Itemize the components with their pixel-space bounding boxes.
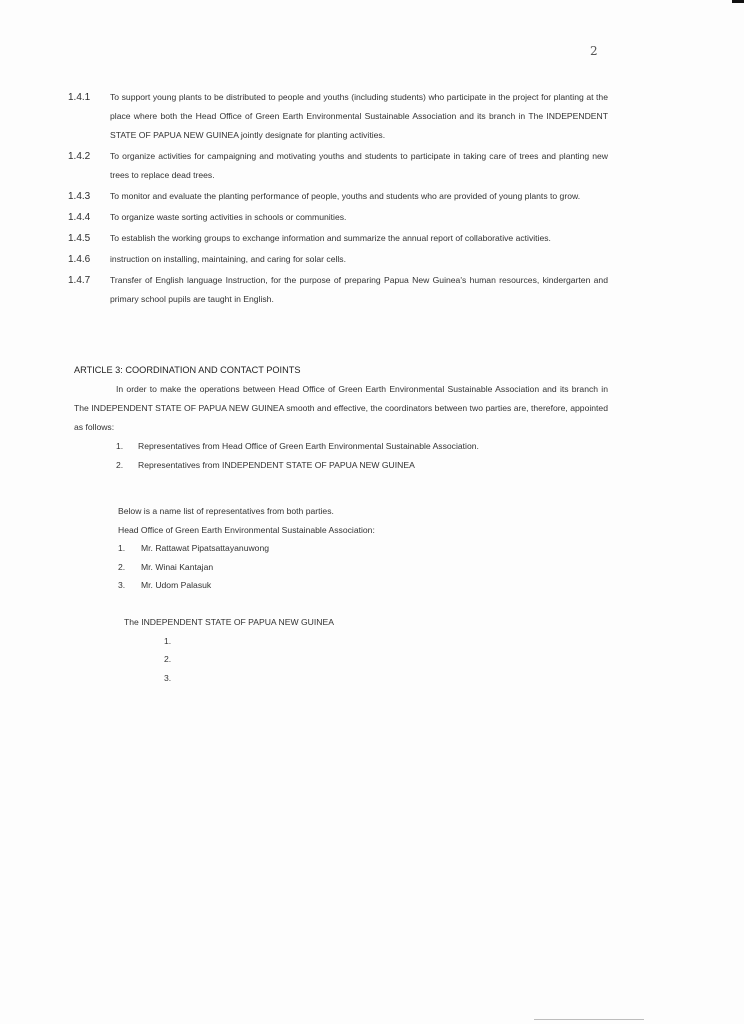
clause-1-4-1 xyxy=(68,88,608,145)
clause-number: 1.4.2 xyxy=(68,151,91,162)
list-item xyxy=(118,558,598,577)
scan-edge-line xyxy=(534,1019,644,1020)
clause-number: 1.4.3 xyxy=(68,191,91,202)
clause-1-4-5 xyxy=(68,229,608,248)
clause-text: To organize activities for campaigning and motivating youths and students to participate in taking care of trees and planting new trees to replace dead trees. xyxy=(110,151,608,180)
item-number: 3. xyxy=(164,672,172,683)
item-number: 1. xyxy=(118,543,126,553)
item-number: 2. xyxy=(116,460,124,470)
representatives-section xyxy=(118,502,598,595)
list-item xyxy=(118,576,598,595)
member-name: Mr. Winai Kantajan xyxy=(141,561,214,572)
item-number: 2. xyxy=(118,561,126,572)
list-item xyxy=(118,539,598,558)
item-number: 1. xyxy=(164,635,172,646)
clause-text: Transfer of English language Instruction, for the purpose of preparing Papua New Guinea's human resources, kindergarten and primary school pupils are taught in English. xyxy=(110,275,608,304)
coordinator-list xyxy=(74,437,608,475)
member-name: Mr. Rattawat Pipatsattayanuwong xyxy=(141,543,270,553)
list-item xyxy=(164,669,604,688)
article-3-section xyxy=(74,361,608,475)
clause-1-4-6 xyxy=(68,250,608,269)
clause-number: 1.4.4 xyxy=(68,212,91,223)
clause-1-4-4 xyxy=(68,208,608,227)
clause-1-4-7 xyxy=(68,271,608,309)
png-member-list xyxy=(124,632,604,688)
item-text: Representatives from Head Office of Green Earth Environmental Sustainable Association. xyxy=(138,441,479,451)
list-item xyxy=(116,456,608,475)
item-number: 2. xyxy=(164,654,172,664)
item-number: 3. xyxy=(118,580,126,590)
clause-text: To establish the working groups to exchange information and summarize the annual report of collaborative activities. xyxy=(110,233,551,243)
clause-1-4-2 xyxy=(68,147,608,185)
list-item xyxy=(164,650,604,669)
clause-text: To support young plants to be distributed to people and youths (including students) who participate in the project for planting at the place where both the Head Office of Green Earth Environmental Sustainable Association and its branch in The INDEPENDENT STATE OF PAPUA NEW GUINEA jointly designate for planting activities. xyxy=(110,92,608,140)
clause-list xyxy=(68,88,608,311)
list-item xyxy=(116,437,608,456)
article-heading: ARTICLE 3: COORDINATION AND CONTACT POINTS xyxy=(74,365,301,375)
clause-number: 1.4.5 xyxy=(68,233,91,244)
clause-text: instruction on installing, maintaining, and caring for solar cells. xyxy=(110,254,346,264)
clause-text: To monitor and evaluate the planting performance of people, youths and students who are provided of young plants to grow. xyxy=(110,191,581,201)
clause-1-4-3 xyxy=(68,187,608,206)
page-number: 2 xyxy=(590,44,598,58)
clause-number: 1.4.7 xyxy=(68,275,91,286)
member-name: Mr. Udom Palasuk xyxy=(141,580,212,590)
png-label: The INDEPENDENT STATE OF PAPUA NEW GUINEA xyxy=(124,617,334,627)
representatives-intro: Below is a name list of representatives from both parties. xyxy=(118,506,334,516)
head-office-label: Head Office of Green Earth Environmental Sustainable Association: xyxy=(118,524,375,535)
clause-number: 1.4.6 xyxy=(68,254,91,265)
item-number: 1. xyxy=(116,441,124,451)
list-item xyxy=(164,632,604,651)
head-office-member-list xyxy=(118,539,598,595)
png-representatives-section xyxy=(124,613,604,687)
clause-text: To organize waste sorting activities in schools or communities. xyxy=(110,212,347,222)
scan-edge-mark xyxy=(732,0,744,3)
clause-number: 1.4.1 xyxy=(68,92,91,103)
item-text: Representatives from INDEPENDENT STATE OF PAPUA NEW GUINEA xyxy=(138,460,415,470)
article-intro: In order to make the operations between Head Office of Green Earth Environmental Sustainable Association and its branch in The INDEPENDENT STATE OF PAPUA NEW GUINEA smooth and effective, the coordinators between two parties are, therefore, appointed as follows: xyxy=(74,384,608,432)
